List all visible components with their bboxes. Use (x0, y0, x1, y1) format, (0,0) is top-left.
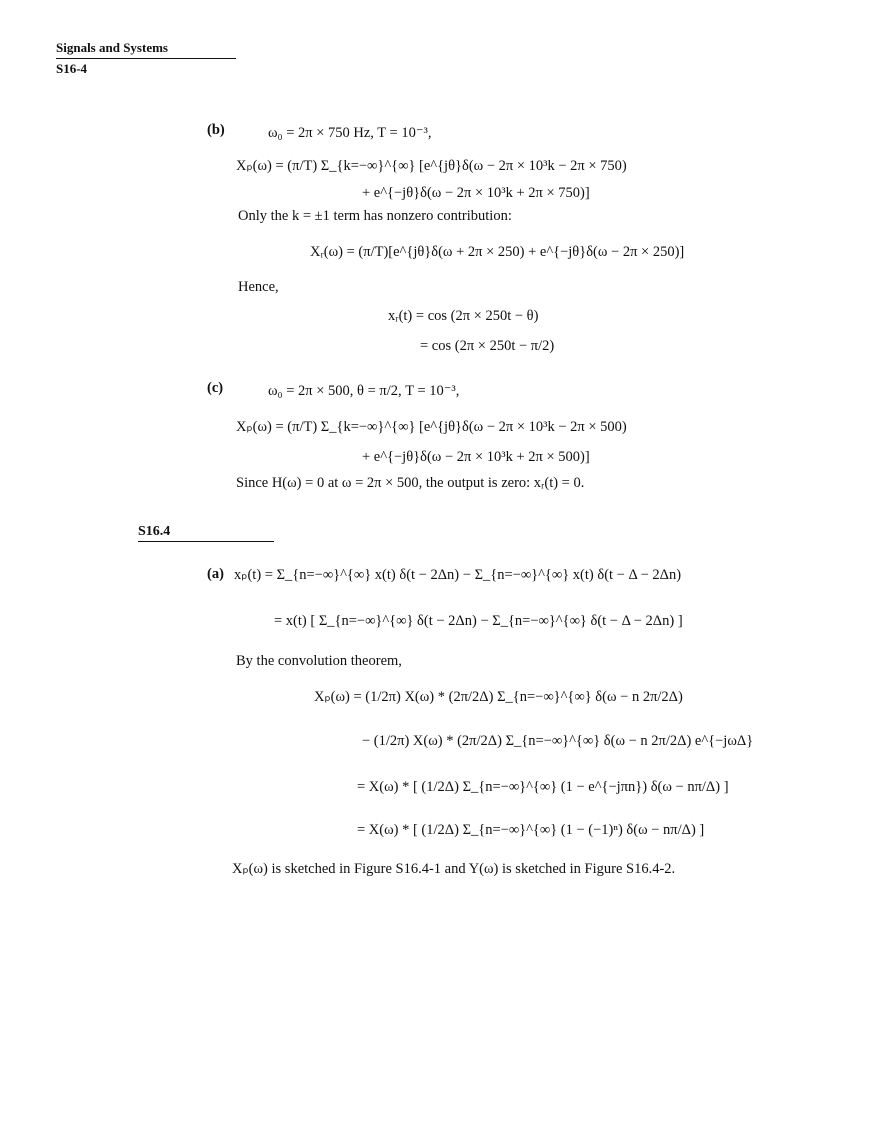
part-c-line-3: + e^{−jθ}δ(ω − 2π × 10³k + 2π × 500)] (362, 449, 590, 465)
part-c-line-2: Xₚ(ω) = (π/T) Σ_{k=−∞}^{∞} [e^{jθ}δ(ω − 2π × 10³k − 2π × 500) (236, 419, 627, 435)
part-c-line-1: ω₀ = 2π × 500, θ = π/2, T = 10⁻³, (268, 383, 460, 399)
equation-1: xₚ(t) = Σ_{n=−∞}^{∞} x(t) δ(t − 2Δn) − Σ_{n=−∞}^{∞} x(t) δ(t − Δ − 2Δn) (234, 567, 682, 583)
part-c-line-4: Since H(ω) = 0 at ω = 2π × 500, the output is zero: xᵣ(t) = 0. (236, 475, 585, 491)
part-b-line-2: Xₚ(ω) = (π/T) Σ_{k=−∞}^{∞} [e^{jθ}δ(ω − 2π × 10³k − 2π × 750) (236, 158, 627, 174)
part-b-line-7: xᵣ(t) = cos (2π × 250t − θ) (388, 308, 539, 324)
convolution-theorem-text: By the convolution theorem, (236, 653, 402, 669)
page-code: S16-4 (56, 61, 88, 76)
part-b-line-3: + e^{−jθ}δ(ω − 2π × 10³k + 2π × 750)] (362, 185, 590, 201)
equation-2: = x(t) [ Σ_{n=−∞}^{∞} δ(t − 2Δn) − Σ_{n=−∞}^{∞} δ(t − Δ − 2Δn) ] (274, 613, 683, 629)
equation-6: = X(ω) * [ (1/2Δ) Σ_{n=−∞}^{∞} (1 − (−1)ⁿ) δ(ω − nπ/Δ) ] (357, 822, 705, 838)
header-rule (56, 58, 236, 59)
part-b-label: (b) (207, 122, 225, 138)
part-b-line-4: Only the k = ±1 term has nonzero contribution: (238, 208, 512, 224)
part-b-line-8: = cos (2π × 250t − π/2) (420, 338, 555, 354)
running-header-title: Signals and Systems (56, 40, 168, 55)
section-rule (138, 541, 274, 542)
equation-3: Xₚ(ω) = (1/2π) X(ω) * (2π/2Δ) Σ_{n=−∞}^{∞} δ(ω − n 2π/2Δ) (314, 689, 683, 705)
part-b-line-5: Xᵣ(ω) = (π/T)[e^{jθ}δ(ω + 2π × 250) + e^{−jθ}δ(ω − 2π × 250)] (310, 244, 685, 260)
part-b-line-1: ω₀ = 2π × 750 Hz, T = 10⁻³, (268, 125, 432, 141)
part-c-label: (c) (207, 380, 224, 396)
equation-5: = X(ω) * [ (1/2Δ) Σ_{n=−∞}^{∞} (1 − e^{−jπn}) δ(ω − nπ/Δ) ] (357, 779, 729, 795)
part-b-line-6: Hence, (238, 279, 279, 295)
section-title: S16.4 (138, 524, 171, 539)
part-a-label: (a) (207, 566, 224, 582)
closing-sentence: Xₚ(ω) is sketched in Figure S16.4-1 and Y(ω) is sketched in Figure S16.4-2. (232, 861, 676, 877)
equation-4: − (1/2π) X(ω) * (2π/2Δ) Σ_{n=−∞}^{∞} δ(ω − n 2π/2Δ) e^{−jωΔ} (362, 733, 754, 749)
